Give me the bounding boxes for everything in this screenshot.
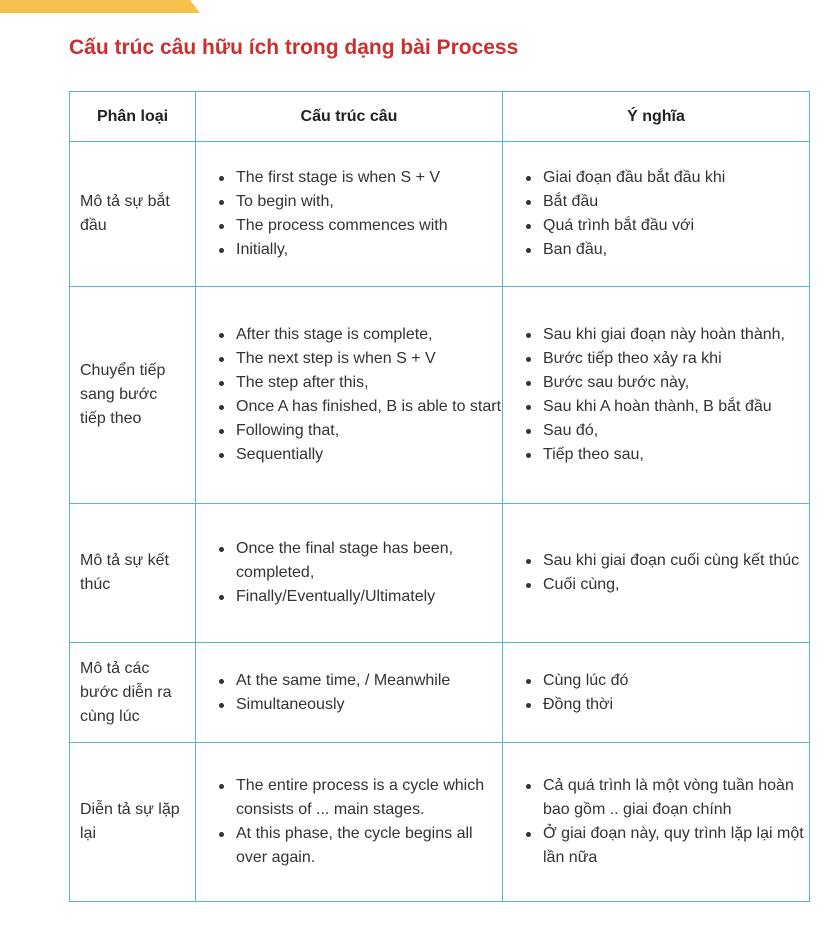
list-item: Sau khi A hoàn thành, B bắt đầu: [543, 395, 809, 419]
table-row: [70, 287, 810, 504]
table-row: [70, 743, 810, 902]
table-header-row: [70, 92, 810, 142]
category-cell: Chuyển tiếp sang bước tiếp theo: [70, 287, 196, 504]
list-item: After this stage is complete,: [236, 323, 502, 347]
list-item: Simultaneously: [236, 693, 502, 717]
list-item: The next step is when S + V: [236, 347, 502, 371]
list-item: The entire process is a cycle which consists of ... main stages.: [236, 774, 502, 822]
table-row: [70, 643, 810, 743]
table-row: [70, 142, 810, 287]
meaning-list: [503, 549, 809, 597]
table-row: [70, 504, 810, 643]
list-item: Cuối cùng,: [543, 573, 809, 597]
header-structure: Cấu trúc câu: [196, 92, 503, 142]
structure-list: [196, 166, 502, 262]
structure-cell: [196, 504, 503, 643]
meaning-cell: [503, 287, 810, 504]
list-item: Quá trình bắt đầu với: [543, 214, 809, 238]
list-item: Following that,: [236, 419, 502, 443]
structure-cell: [196, 142, 503, 287]
structure-list: [196, 669, 502, 717]
structure-list: [196, 323, 502, 467]
page-title: Cấu trúc câu hữu ích trong dạng bài Process: [69, 36, 519, 59]
list-item: Ban đầu,: [543, 238, 809, 262]
list-item: Sau đó,: [543, 419, 809, 443]
meaning-list: [503, 669, 809, 717]
list-item: Giai đoạn đầu bắt đầu khi: [543, 166, 809, 190]
meaning-cell: [503, 643, 810, 743]
list-item: Đồng thời: [543, 693, 809, 717]
list-item: Bắt đầu: [543, 190, 809, 214]
meaning-cell: [503, 743, 810, 902]
list-item: To begin with,: [236, 190, 502, 214]
list-item: Initially,: [236, 238, 502, 262]
list-item: Once A has finished, B is able to start: [236, 395, 502, 419]
list-item: Finally/Eventually/Ultimately: [236, 585, 502, 609]
meaning-list: [503, 323, 809, 467]
category-cell: Diễn tả sự lặp lại: [70, 743, 196, 902]
accent-bar: [0, 0, 200, 13]
meaning-cell: [503, 142, 810, 287]
list-item: Cùng lúc đó: [543, 669, 809, 693]
list-item: Cả quá trình là một vòng tuần hoàn bao gồm .. giai đoạn chính: [543, 774, 809, 822]
list-item: Sau khi giai đoạn này hoàn thành,: [543, 323, 809, 347]
structure-table: [69, 91, 810, 902]
list-item: Bước sau bước này,: [543, 371, 809, 395]
meaning-list: [503, 166, 809, 262]
list-item: At this phase, the cycle begins all over again.: [236, 822, 502, 870]
header-category: Phân loại: [70, 92, 196, 142]
list-item: Sequentially: [236, 443, 502, 467]
category-cell: Mô tả các bước diễn ra cùng lúc: [70, 643, 196, 743]
list-item: At the same time, / Meanwhile: [236, 669, 502, 693]
structure-list: [196, 537, 502, 609]
category-cell: Mô tả sự bắt đầu: [70, 142, 196, 287]
list-item: The step after this,: [236, 371, 502, 395]
list-item: Ở giai đoạn này, quy trình lặp lại một lần nữa: [543, 822, 809, 870]
structure-cell: [196, 743, 503, 902]
category-cell: Mô tả sự kết thúc: [70, 504, 196, 643]
structure-list: [196, 774, 502, 870]
list-item: The first stage is when S + V: [236, 166, 502, 190]
header-meaning: Ý nghĩa: [503, 92, 810, 142]
list-item: The process commences with: [236, 214, 502, 238]
list-item: Tiếp theo sau,: [543, 443, 809, 467]
structure-cell: [196, 643, 503, 743]
list-item: Sau khi giai đoạn cuối cùng kết thúc: [543, 549, 809, 573]
list-item: Bước tiếp theo xảy ra khi: [543, 347, 809, 371]
meaning-list: [503, 774, 809, 870]
meaning-cell: [503, 504, 810, 643]
structure-cell: [196, 287, 503, 504]
list-item: Once the final stage has been, completed,: [236, 537, 502, 585]
